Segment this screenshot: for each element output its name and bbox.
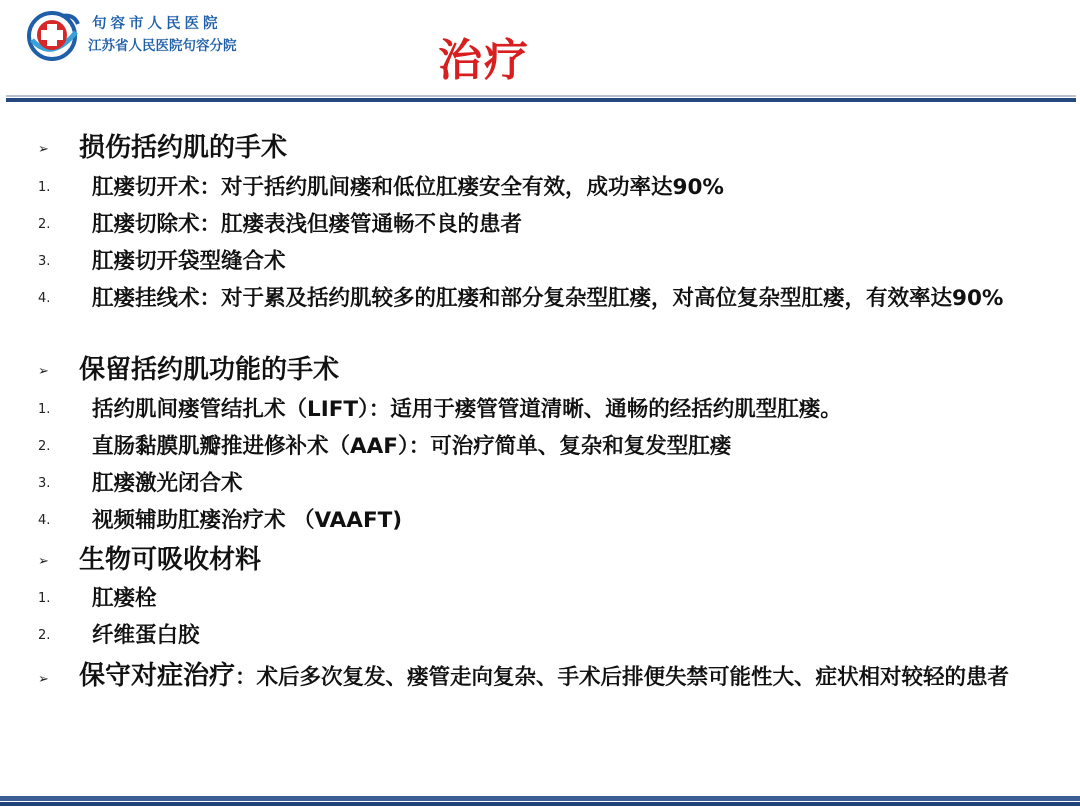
- item-number: 1.: [38, 591, 51, 606]
- item-text: 肛瘘挂线术：对于累及括约肌较多的肛瘘和部分复杂型肛瘘，对高位复杂型肛瘘，有效率达90%: [92, 286, 1004, 311]
- item-text: 直肠黏膜肌瓣推进修补术（AAF）：可治疗简单、复杂和复发型肛瘘: [92, 434, 732, 459]
- section-note: 术后多次复发、瘘管走向复杂、手术后排便失禁可能性大、症状相对较轻的患者: [256, 665, 1010, 690]
- section-title: 损伤括约肌的手术: [79, 133, 288, 163]
- item-number: 3.: [38, 254, 51, 269]
- section-title: 保留括约肌功能的手术: [79, 355, 340, 385]
- page-title: 治疗: [438, 35, 530, 86]
- item-number: 1.: [38, 180, 51, 195]
- hospital-name: 句容市人民医院: [92, 16, 222, 32]
- bullet-arrow-icon: ➢: [38, 364, 49, 379]
- section-colon: ：: [235, 665, 257, 690]
- item-text: 纤维蛋白胶: [92, 623, 200, 648]
- section-body: [79, 660, 1049, 694]
- item-number: 4.: [38, 513, 51, 528]
- bullet-arrow-icon: ➢: [38, 142, 49, 157]
- bullet-arrow-icon: ➢: [38, 554, 49, 569]
- item-number: 2.: [38, 628, 51, 643]
- item-number: 1.: [38, 402, 51, 417]
- section-title: 生物可吸收材料: [79, 545, 262, 575]
- item-number: 2.: [38, 217, 51, 232]
- item-text: 肛瘘栓: [92, 586, 157, 611]
- footer-divider: [0, 796, 1080, 806]
- item-text: 肛瘘激光闭合术: [92, 471, 243, 496]
- section-title: 保守对症治疗: [79, 661, 236, 691]
- bullet-arrow-icon: ➢: [38, 672, 49, 687]
- item-text: 括约肌间瘘管结扎术（LIFT）：适用于瘘管管道清晰、通畅的经括约肌型肛瘘。: [92, 397, 842, 422]
- item-number: 4.: [38, 291, 51, 306]
- item-number: 3.: [38, 476, 51, 491]
- item-text: 肛瘘切开术：对于括约肌间瘘和低位肛瘘安全有效，成功率达90%: [92, 175, 724, 200]
- hospital-subtitle: 江苏省人民医院句容分院: [88, 38, 237, 54]
- item-text: 肛瘘切开袋型缝合术: [92, 249, 286, 274]
- item-number: 2.: [38, 439, 51, 454]
- item-text: 肛瘘切除术：肛瘘表浅但瘘管通畅不良的患者: [92, 212, 523, 237]
- item-text: 视频辅助肛瘘治疗术 （VAAFT): [92, 508, 403, 533]
